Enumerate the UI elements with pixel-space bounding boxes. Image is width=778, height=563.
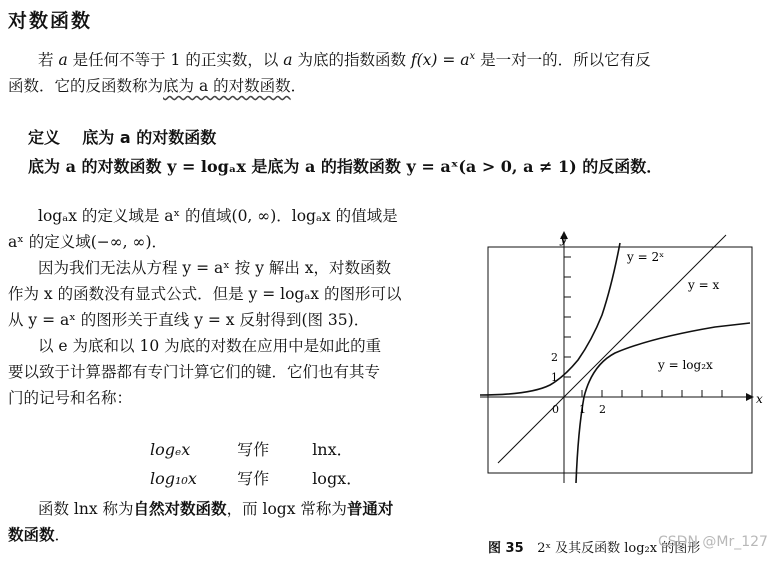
body-line: 因为我们无法从方程 y = aˣ 按 y 解出 x，对数函数	[38, 259, 392, 277]
tick-label-origin: 0	[552, 403, 559, 416]
figure-35-graph	[480, 225, 772, 483]
body-line: 作为 x 的函数没有显式公式．但是 y = logₐx 的图形可以	[8, 285, 402, 303]
tick-label-y1: 1	[551, 371, 558, 384]
x-ticks	[582, 390, 722, 397]
body-line: 要以致于计算器都有专门计算它们的键．它们也有其专	[8, 363, 381, 381]
tick-label-y2: 2	[551, 351, 558, 364]
identity-line	[498, 235, 726, 463]
intro-line-2: 函数．它的反函数称为底为 a 的对数函数．	[8, 77, 307, 96]
intro-paragraph	[8, 44, 768, 99]
section-title: 对数函数	[8, 10, 93, 32]
body-line: 以 e 为底和以 10 为底的对数在应用中是如此的重	[38, 337, 382, 355]
body-text	[8, 203, 468, 411]
watermark: CSDN @Mr_127	[658, 534, 768, 550]
closing-paragraph: 函数 lnx 称为自然对数函数，而 logx 常称为普通对 数函数．	[8, 499, 394, 544]
exp-label: y = 2ˣ	[627, 250, 665, 264]
tick-label-x2: 2	[599, 403, 606, 416]
wavy-term: 底为 a 的对数函数	[163, 77, 291, 96]
identity-label: y = x	[688, 278, 720, 292]
x-axis-label: x	[756, 392, 763, 406]
y-axis-label: y	[560, 232, 567, 246]
x-axis-arrow	[746, 393, 754, 401]
definition-body: 底为 a 的对数函数 y = logₐx 是底为 a 的指数函数 y = aˣ(a > 0, a ≠ 1) 的反函数．	[28, 157, 663, 176]
body-line: 门的记号和名称：	[8, 389, 133, 407]
notation-row: log₁₀x 写作 logx．	[150, 469, 363, 488]
tick-label-x1: 1	[579, 403, 586, 416]
body-line: aˣ 的定义域(−∞, ∞)．	[8, 233, 167, 251]
intro-line-1: 若 a 是任何不等于 1 的正实数，以 a 为底的指数函数 $f(x) = a^x$ 是一对一的．所以它有反	[38, 51, 651, 70]
figure-caption: 图 35 2ˣ 及其反函数 log₂x 的图形	[488, 541, 701, 556]
log-label: y = log₂x	[658, 358, 713, 372]
exp-curve	[480, 243, 620, 395]
body-line: 从 y = aˣ 的图形关于直线 y = x 反射得到(图 35)．	[8, 311, 370, 329]
notation-row: logₑx 写作 lnx．	[150, 440, 353, 459]
body-line: logₐx 的定义域是 aˣ 的值域(0, ∞)．logₐx 的值域是	[38, 207, 398, 225]
definition-title: 定义 底为 a 的对数函数	[28, 128, 217, 147]
y-ticks	[564, 257, 571, 377]
